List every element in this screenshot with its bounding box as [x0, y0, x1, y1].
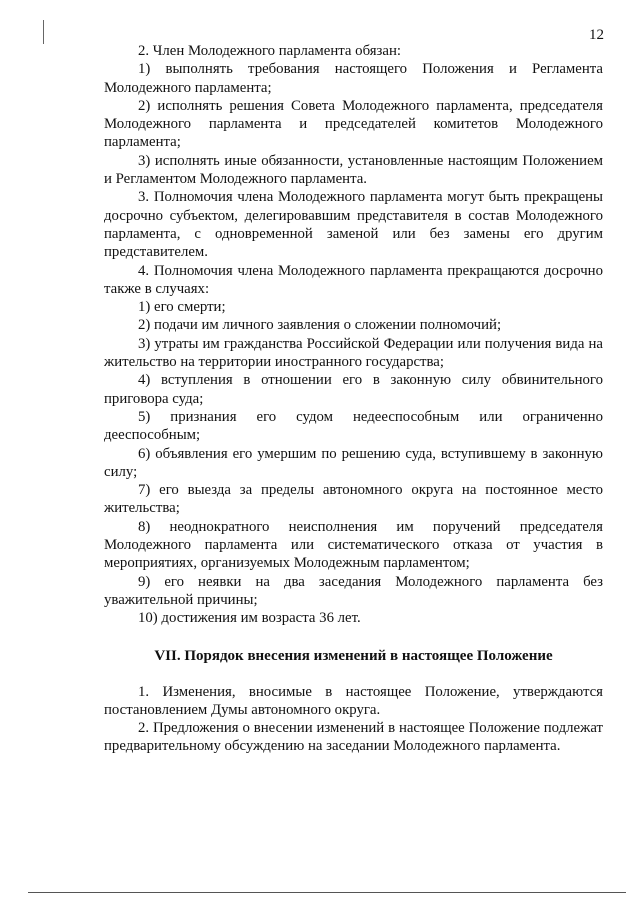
margin-mark — [43, 20, 44, 44]
paragraph-case-2: 2) подачи им личного заявления о сложении полномочий; — [138, 317, 502, 334]
paragraph-obligation-2: 2) исполнять решения Совета Молодежного парламента, председателя Молодежного парламента и председателей комитетов Молодежного парламента; — [104, 97, 603, 151]
bottom-rule — [28, 892, 626, 893]
document-body — [104, 42, 603, 756]
paragraph-case-3: 3) утраты им гражданства Российской Федерации или получения вида на жительство на территории иностранного государства; — [104, 335, 603, 371]
paragraph-member-obligations: 2. Член Молодежного парламента обязан: — [138, 43, 401, 59]
page-number: 12 — [589, 27, 604, 43]
section-heading: VII. Порядок внесения изменений в настоящее Положение — [154, 647, 553, 664]
paragraph-obligation-3: 3) исполнять иные обязанности, установленные настоящим Положением и Регламентом Молодежного парламента. — [104, 152, 603, 188]
paragraph-case-7: 7) его выезда за пределы автономного округа на постоянное место жительства; — [104, 482, 603, 517]
paragraph-obligation-1: 1) выполнять требования настоящего Положения и Регламента Молодежного парламента; — [104, 61, 603, 96]
paragraph-case-8: 8) неоднократного неисполнения им поручений председателя Молодежного парламента или систематического отказа от участия в мероприятиях, организуемых Молодежным парламентом; — [104, 518, 603, 572]
paragraph-early-termination-by-subject: 3. Полномочия члена Молодежного парламента могут быть прекращены досрочно субъектом, делегировавшим представителя в состав Молодежного парламента, с одновременной заменой или без замены его другим представителем. — [104, 189, 603, 261]
paragraph-case-9: 9) его неявки на два заседания Молодежного парламента без уважительной причины; — [104, 573, 603, 608]
paragraph-early-termination-cases: 4. Полномочия члена Молодежного парламента прекращаются досрочно также в случаях: — [104, 262, 603, 297]
paragraph-case-10: 10) достижения им возраста 36 лет. — [138, 610, 361, 627]
paragraph-case-4: 4) вступления в отношении его в законную силу обвинительного приговора суда; — [104, 372, 603, 407]
paragraph-case-1: 1) его смерти; — [138, 299, 226, 316]
paragraph-case-6: 6) объявления его умершим по решению суда, вступившему в законную силу; — [104, 445, 603, 480]
paragraph-case-5: 5) признания его судом недееспособным или ограниченно дееспособным; — [104, 408, 603, 444]
paragraph-amendments-approval: 1. Изменения, вносимые в настоящее Положение, утверждаются постановлением Думы автономного округа. — [104, 683, 603, 718]
paragraph-amendments-discussion: 2. Предложения о внесении изменений в настоящее Положение подлежат предварительному обсуждению на заседании Молодежного парламента. — [104, 720, 603, 755]
